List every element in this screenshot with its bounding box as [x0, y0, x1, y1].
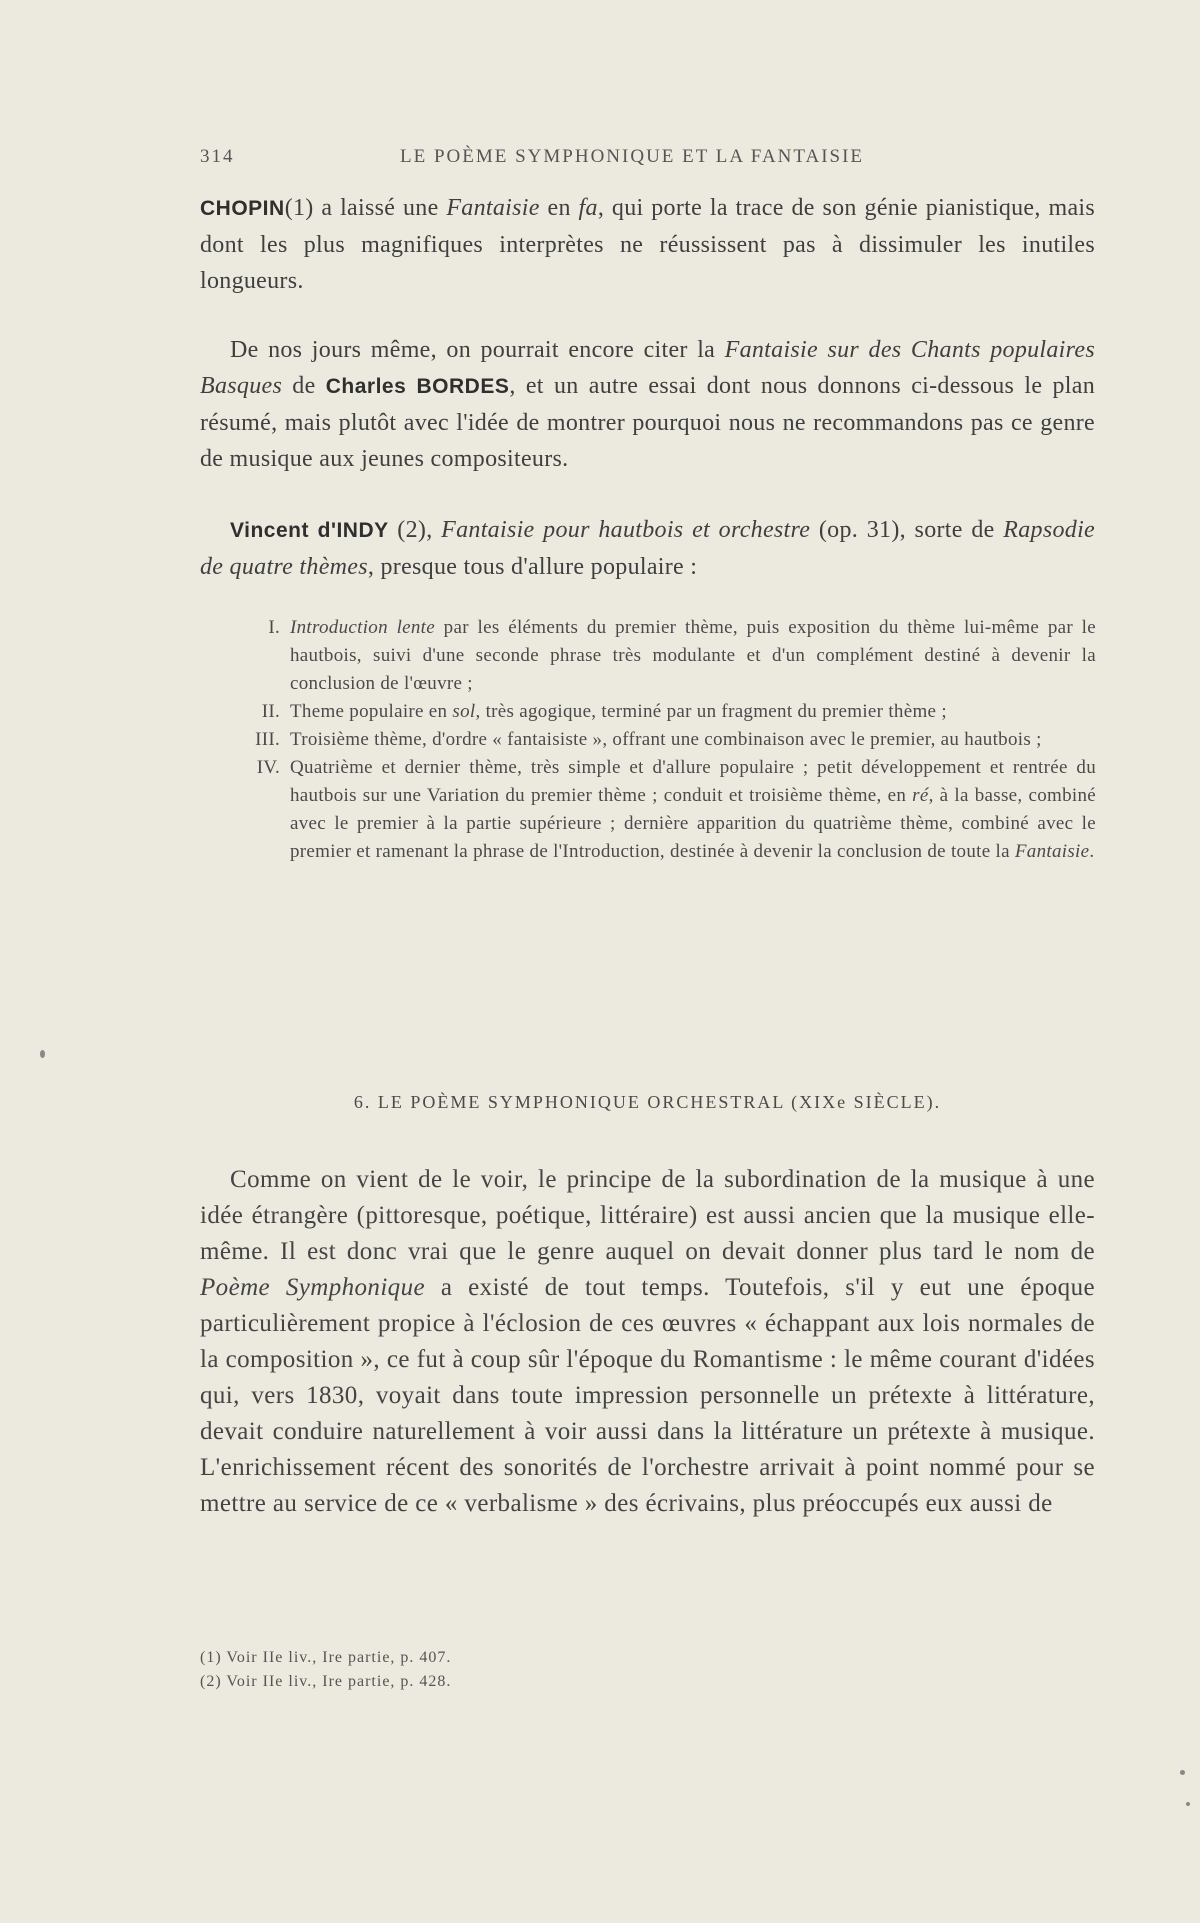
list-number: III.	[255, 729, 280, 750]
italic-text: Fantaisie	[1014, 841, 1090, 862]
list-number: I.	[268, 617, 280, 638]
list-item	[261, 698, 1096, 726]
work-title: Fantaisie sur des Chants populaires Basques	[200, 337, 1095, 399]
text: par les éléments du premier thème, puis exposition du thème lui-même par le hautbois, suivi d'une seconde phrase très modulante et d'un complément destiné à devenir la conclusion de l'œuvre ;	[290, 617, 1096, 694]
author-name: Charles BORDES	[325, 375, 510, 398]
list-number: II.	[261, 701, 280, 722]
page-speck	[1180, 1770, 1185, 1775]
work-title: Fantaisie	[446, 195, 540, 221]
text: , presque tous d'allure populaire :	[367, 554, 698, 580]
italic-text: ré	[912, 785, 929, 806]
paragraph-bordes	[200, 332, 1095, 477]
text: a existé de tout temps. Toutefois, s'il y eut une époque particulièrement propice à l'éclosion de ces œuvres « échappant aux lois normales de la composition », ce fut à coup sûr l'époque du Romantisme : le même courant d'idées qui, vers 1830, voyait dans toute impression personnelle un prétexte à littérature, devait conduire naturellement à voir aussi dans la littérature un prétexte à musique. L'enrichissement récent des sonorités de l'orchestre arrivait à point nommé pour se mettre au service de ce « verbalisme » des écrivains, plus préoccupés eux aussi de	[200, 1274, 1095, 1517]
list-number: IV.	[256, 757, 280, 778]
text: (2),	[388, 517, 442, 543]
key-name: fa	[578, 195, 598, 221]
text: , très agogique, terminé par un fragment du premier thème ;	[475, 701, 947, 722]
section-number: 6.	[353, 1092, 372, 1112]
list-item	[255, 726, 1096, 754]
text: (op. 31), sorte de	[810, 517, 1004, 543]
genre-name: Poème Symphonique	[200, 1274, 425, 1301]
text: (1) a laissé une	[284, 195, 447, 221]
text: , qui porte la trace de son génie pianistique, mais dont les plus magnifiques interprètes ne réussissent pas à dissimuler les inutiles longueurs.	[200, 195, 1095, 294]
list-item	[268, 614, 1096, 698]
footnotes	[200, 1646, 900, 1694]
work-subtitle: Rapsodie de quatre thèmes	[200, 517, 1095, 580]
page-speck	[40, 1050, 45, 1058]
text: .	[1089, 841, 1095, 862]
author-name: Vincent d'INDY	[230, 519, 389, 542]
paragraph-indy	[200, 512, 1095, 585]
page-number: 314	[200, 146, 235, 167]
paragraph-chopin	[200, 190, 1095, 299]
text: Comme on vient de le voir, le principe de la subordination de la musique à une idée étrangère (pittoresque, poétique, littéraire) est aussi ancien que la musique elle-même. Il est donc vrai que le genre auquel on devait donner plus tard le nom de	[200, 1166, 1095, 1265]
text: Troisième thème, d'ordre « fantaisiste », offrant une combinaison avec le premier, au hautbois ;	[290, 729, 1042, 750]
italic-text: Introduction lente	[290, 617, 435, 638]
running-title: LE POÈME SYMPHONIQUE ET LA FANTAISIE	[400, 146, 865, 167]
text: Theme populaire en	[290, 701, 453, 722]
paragraph-body	[200, 1162, 1095, 1522]
author-name: CHOPIN	[200, 197, 285, 220]
text: De nos jours même, on pourrait encore citer la	[230, 337, 725, 363]
section-title: LE POÈME SYMPHONIQUE ORCHESTRAL (XIXe SIÈCLE).	[377, 1092, 942, 1112]
text: , à la basse, combiné avec le premier à la partie supérieure ; dernière apparition du quatrième thème, combiné avec le premier et ramenant la phrase de l'Introduction, destinée à devenir la conclusion de toute la	[290, 785, 1096, 862]
footnote: (2) Voir IIe liv., Ire partie, p. 428.	[200, 1673, 452, 1690]
footnote: (1) Voir IIe liv., Ire partie, p. 407.	[200, 1649, 452, 1666]
page-speck	[1186, 1802, 1190, 1806]
theme-list	[255, 614, 1096, 866]
running-header	[200, 146, 1095, 176]
text: de	[282, 373, 326, 399]
section-heading	[200, 1092, 1095, 1113]
italic-text: sol	[452, 701, 476, 722]
text: Quatrième et dernier thème, très simple et d'allure populaire ; petit développement et rentrée du hautbois sur une Variation du premier thème ; conduit et troisième thème, en	[290, 757, 1096, 806]
text: , et un autre essai dont nous donnons ci-dessous le plan résumé, mais plutôt avec l'idée de montrer pourquoi nous ne recommandons pas ce genre de musique aux jeunes compositeurs.	[200, 373, 1095, 472]
text: en	[539, 195, 579, 221]
work-title: Fantaisie pour hautbois et orchestre	[441, 517, 811, 543]
list-item	[256, 754, 1096, 866]
